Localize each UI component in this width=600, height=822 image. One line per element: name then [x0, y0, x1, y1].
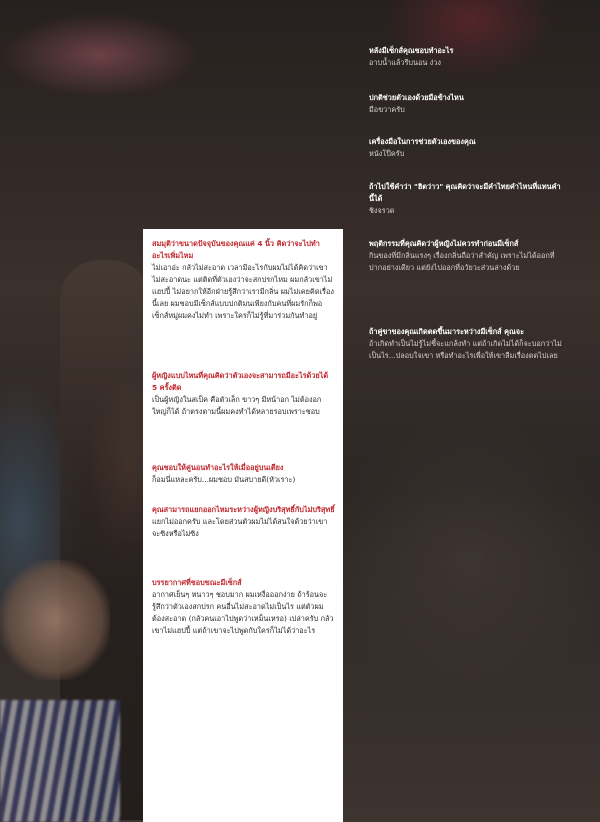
question: หลังมีเซ็กส์คุณชอบทำอะไร [369, 46, 454, 55]
background-photo-arm [0, 560, 110, 680]
question: คุณชอบให้คู่นอนทำอะไรให้เมื่ออยู่บนเตียง [152, 463, 284, 472]
qa-block [152, 238, 335, 322]
question: ปกติช่วยตัวเองด้วยมือข้างไหน [369, 93, 464, 102]
question: ถ้าไปใช้คำว่า "ฮิตว่าว" คุณคิดว่าจะมีคำไทยคำไหนที่แทนคำนี้ได้ [369, 182, 561, 203]
answer: ชิงจรวด [369, 206, 395, 215]
question: สมมุติว่าขนาดปัจจุบันของคุณแค่ 4 นิ้ว คิดว่าจะไปทำอะไรเพิ่มไหม [152, 239, 320, 260]
qa-block [369, 326, 564, 362]
answer: อากาศเย็นๆ หนาวๆ ชอบมาก ผมเหงื่อออกง่าย ถ้าร้อนจะรู้สึกว่าตัวเองสกปรก คนอื่นไม่สะอาดไม่เป็นไร แต่ตัวผมต้องสะอาด (กลัวคนเอาไปพูดว่าเหม็นเหรอ) เปล่าครับ กลัวเขาไม่แฮปปี้ แต่ถ้าเขาจะไปพูดกับใครก็ไม่ได้ว่าอะไร [152, 590, 334, 635]
qa-block [152, 462, 335, 486]
question: เครื่องมือในการช่วยตัวเองของคุณ [369, 137, 476, 146]
answer: แยกไม่ออกครับ และโดยส่วนตัวผมไม่ได้สนใจด้วยว่าเขาจะซิงหรือไม่ซิง [152, 517, 328, 538]
answer: กินของที่มีกลิ่นแรงๆ เรื่องกลิ่นถือว่าสำคัญ เพราะไม่ได้ออกที่ปากอย่างเดียว แต่ยังไปออกที่อวัยวะส่วนล่างด้วย [369, 251, 555, 272]
qa-block [369, 238, 564, 274]
qa-block [152, 370, 335, 418]
answer: มือขวาครับ [369, 105, 405, 114]
question: บรรยากาศที่ชอบขณะมีเซ็กส์ [152, 578, 242, 587]
answer: ก็อมนี่แหละครับ...ผมชอบ มันสบายดี(หัวเราะ) [152, 475, 296, 484]
question: ถ้าคู่ขาของคุณเกิดตดขึ้นมาระหว่างมีเซ็กส์ คุณจะ [369, 327, 524, 336]
answer: ถ้าเกิดทำเป็นไม่รู้ไม่ชี้จะแกล้งทำ แต่ถ้าเกิดไม่ได้ก็จะบอกว่าไม่เป็นไร...ปลอบใจเขา หรือทำอะไรเพื่อให้เขาลืมเรื่องตดไปเลย [369, 339, 562, 360]
qa-block [369, 92, 569, 116]
qa-block [369, 181, 564, 217]
answer: หนังโป๊ครับ [369, 149, 405, 158]
answer: ไม่เอาอ่ะ กลัวไม่สะอาด เวลามีอะไรกับผมไม่ได้คิดว่าเขาไม่สะอาดนะ แต่ติดที่ตัวเองว่าจะสกปรกไหม ผมกลัวเขาไม่แฮปปี้ ไม่อยากให้อีกฝ่ายรู้สึกว่าเรามีกลิ่น ผมไม่เคยคิดเรื่องนี้เลย ผมชอบมีเซ็กส์แบบปกติมนเพียงกับคนที่ผมรักก็พอ เซ็กส์หมู่ผมคงไม่ทำ เพราะใครก็ไม่รู้ที่มาร่วมกันทำอยู่ [152, 263, 334, 320]
question: พฤติกรรมที่คุณคิดว่าผู้หญิงไม่ควรทำก่อนมีเซ็กส์ [369, 239, 519, 248]
qa-block [369, 136, 569, 160]
answer: เป็นผู้หญิงในสเป็ค คือตัวเล็ก ขาวๆ มีหน้าอก ไม่ต้องอกใหญ่ก็ได้ ถ้าตรงตามนี้ผมคงทำได้หลายรอบเพราะชอบ [152, 395, 322, 416]
answer: อาบน้ำแล้วรีบนอน ง่วง [369, 58, 441, 67]
question: คุณสามารถแยกออกไหมระหว่างผู้หญิงบริสุทธิ์กับไม่บริสุทธิ์ [152, 505, 335, 514]
question: ผู้หญิงแบบไหนที่คุณคิดว่าตัวเองจะสามารถมีอะไรด้วยได้ 5 ครั้งติด [152, 371, 329, 392]
qa-block [152, 577, 335, 637]
background-photo-shirt [0, 700, 120, 822]
qa-block [369, 45, 569, 69]
qa-block [152, 504, 335, 540]
